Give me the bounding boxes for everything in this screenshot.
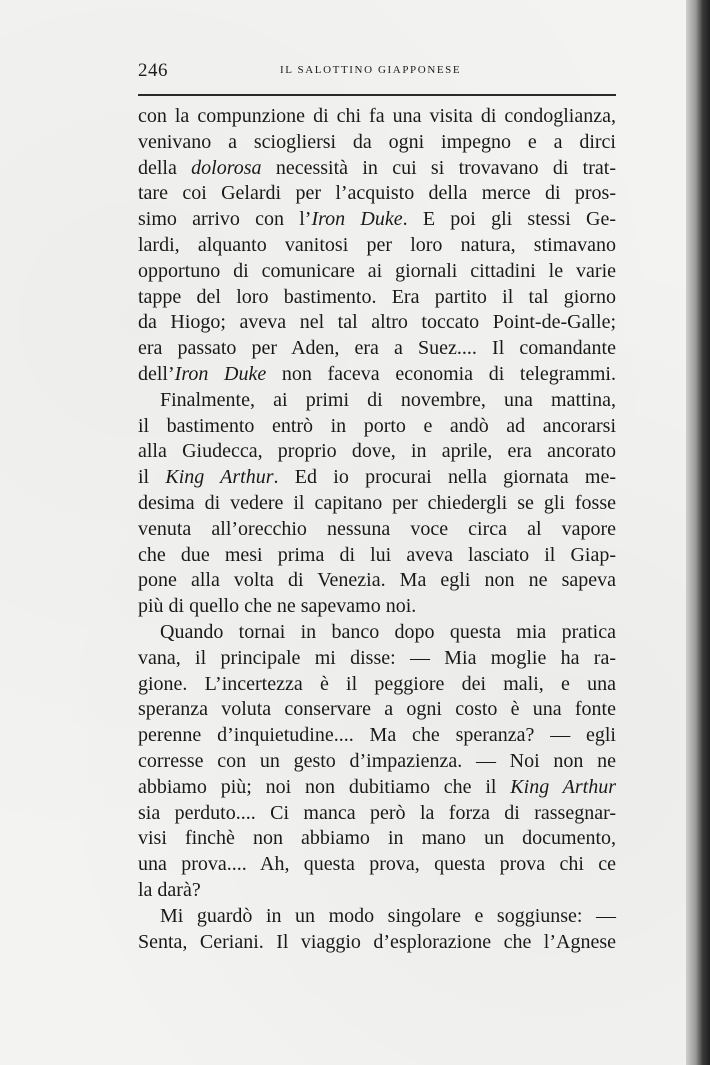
text-line: era passato per Aden, era a Suez.... Il comandante — [138, 337, 616, 360]
text-line: dell’Iron Duke non faceva economia di telegrammi. — [138, 362, 616, 385]
book-spine-shadow — [686, 0, 710, 1065]
text-line: vana, il principale mi disse: — Mia moglie ha ra- — [138, 646, 616, 669]
text-line: la darà? — [138, 878, 201, 901]
text-line: Senta, Ceriani. Il viaggio d’esplorazione che l’Agnese — [138, 930, 616, 953]
text-line: lardi, alquanto vanitosi per loro natura, stimavano — [138, 233, 616, 256]
running-title: IL SALOTTINO GIAPPONESE — [280, 64, 462, 76]
text-line: abbiamo più; noi non dubitiamo che il King Arthur — [138, 775, 616, 798]
text-line: della dolorosa necessità in cui si trovavano di trat- — [138, 156, 616, 179]
text-line: opportuno di comunicare ai giornali cittadini le varie — [138, 259, 616, 282]
text-line: simo arrivo con l’Iron Duke. E poi gli stessi Ge- — [138, 208, 616, 231]
text-line: il King Arthur. Ed io procurai nella giornata me- — [138, 466, 616, 489]
text-line: perenne d’inquietudine.... Ma che speranza? — egli — [138, 724, 616, 747]
text-line: Finalmente, ai primi di novembre, una mattina, — [160, 388, 616, 411]
text-line: desima di vedere il capitano per chiedergli se gli fosse — [138, 491, 616, 514]
text-line: che due mesi prima di lui aveva lasciato il Giap- — [138, 543, 616, 566]
text-line: pone alla volta di Venezia. Ma egli non ne sapeva — [138, 569, 616, 592]
text-line: tappe del loro bastimento. Era partito il tal giorno — [138, 285, 616, 308]
text-line: corresse con un gesto d’impazienza. — Noi non ne — [138, 749, 616, 772]
text-line: da Hiogo; aveva nel tal altro toccato Point-de-Galle; — [138, 311, 616, 334]
page-number: 246 — [138, 60, 168, 81]
text-line: sia perduto.... Ci manca però la forza di rassegnar- — [138, 801, 616, 824]
text-line: una prova.... Ah, questa prova, questa prova chi ce — [138, 853, 616, 876]
text-line: venuta all’orecchio nessuna voce circa al vapore — [138, 517, 616, 540]
text-line: visi finchè non abbiamo in mano un documento, — [138, 827, 616, 850]
text-line: gione. L’incertezza è il peggiore dei mali, e una — [138, 672, 616, 695]
text-line: con la compunzione di chi fa una visita di condoglianza, — [138, 105, 616, 127]
header-rule — [138, 94, 616, 96]
text-line: più di quello che ne sapevamo noi. — [138, 595, 417, 618]
text-line: Quando tornai in banco dopo questa mia pratica — [160, 620, 616, 643]
text-line: il bastimento entrò in porto e andò ad ancorarsi — [138, 414, 616, 437]
text-line: venivano a sciogliersi da ogni impegno e a dirci — [138, 130, 616, 153]
text-line: alla Giudecca, proprio dove, in aprile, era ancorato — [138, 440, 616, 463]
text-line: speranza voluta conservare a ogni costo è una fonte — [138, 698, 616, 721]
body-text — [138, 104, 616, 955]
text-line: Mi guardò in un modo singolare e soggiunse: — — [160, 904, 616, 927]
text-line: tare coi Gelardi per l’acquisto della merce di pros- — [138, 182, 616, 205]
page-header — [138, 58, 616, 84]
